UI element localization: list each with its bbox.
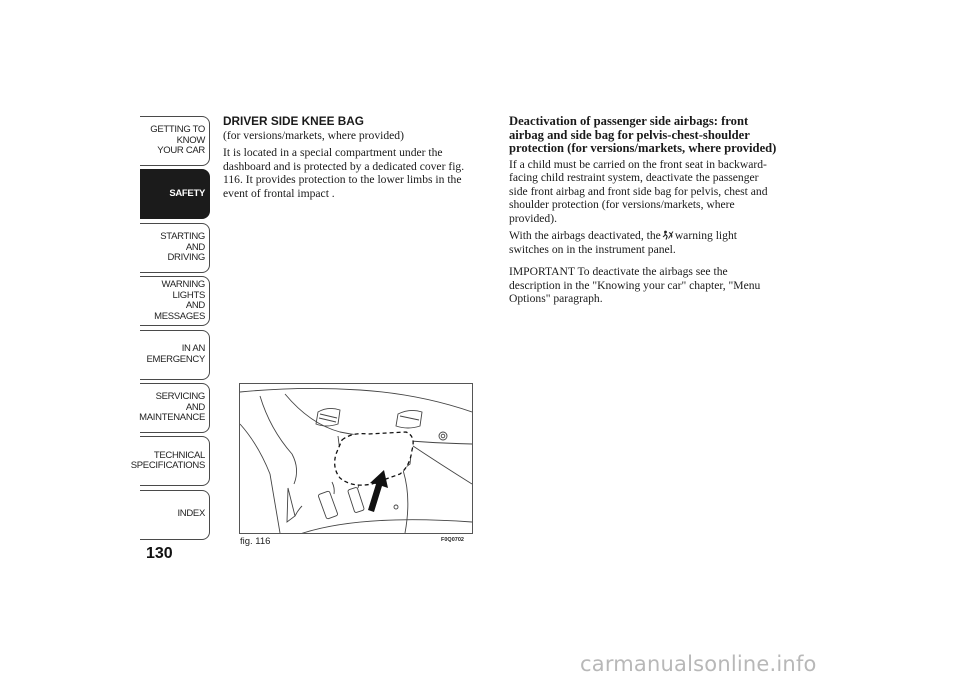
page-number: 130 [146, 545, 173, 562]
knee-bag-figure [239, 383, 473, 534]
figure-code: F0Q0702 [441, 537, 464, 543]
knee-bag-paragraph: It is located in a special compartment under the dashboard and is protected by a dedicated cover fig. 116. It provides protection to the lower limbs in the event of frontal impact . [223, 146, 465, 200]
deactivation-section [509, 115, 777, 310]
deactivation-paragraph-3: IMPORTANT To deactivate the airbags see the description in the "Knowing your car" chapter, "Menu Options" paragraph. [509, 265, 761, 305]
paragraph-2-start: With the airbags deactivated, the [509, 229, 661, 242]
knee-bag-subheading: (for versions/markets, where provided) [223, 128, 404, 142]
tab-technical[interactable] [130, 436, 210, 486]
deactivation-paragraph-1: If a child must be carried on the front seat in backward-facing child restraint system, deactivate the passenger side front airbag and front side bag for pelvis, chest and shoulder protection (for versions/markets, where provided). [509, 157, 768, 225]
tab-label: SAFETY [169, 188, 205, 200]
tab-starting-driving[interactable] [140, 223, 210, 273]
tab-label: SERVICING AND MAINTENANCE [139, 391, 205, 424]
figure-caption: fig. 116 [240, 536, 271, 547]
tab-label: TECHNICAL SPECIFICATIONS [130, 449, 205, 472]
tab-label: INDEX [177, 508, 205, 520]
tab-label: WARNING LIGHTS AND MESSAGES [154, 279, 205, 322]
tab-getting-to-know[interactable] [140, 116, 210, 166]
tab-label: STARTING AND DRIVING [160, 231, 205, 264]
deactivation-heading: Deactivation of passenger side airbags: front airbag and side bag for pelvis-chest-shoulder protection (for versions/markets, where provided) [509, 114, 777, 155]
tab-emergency[interactable] [140, 330, 210, 380]
tab-index[interactable] [140, 490, 210, 540]
paragraph-2-end: warning light switches on in the instrument panel. [509, 229, 737, 256]
tab-label: GETTING TO KNOW YOUR CAR [150, 124, 205, 157]
chapter-tabs [130, 116, 210, 543]
knee-bag-section [223, 115, 485, 204]
tab-servicing[interactable] [140, 383, 210, 433]
dashboard-illustration [240, 384, 472, 533]
airbag-off-warning-icon [662, 230, 674, 240]
watermark-footer[interactable]: carmanualsonline.info [580, 652, 817, 676]
deactivation-paragraph-2 [509, 229, 777, 256]
tab-warning-lights[interactable] [140, 276, 210, 326]
knee-bag-heading: DRIVER SIDE KNEE BAG [223, 114, 364, 128]
tab-safety[interactable] [140, 169, 210, 219]
tab-label: IN AN EMERGENCY [146, 343, 205, 365]
